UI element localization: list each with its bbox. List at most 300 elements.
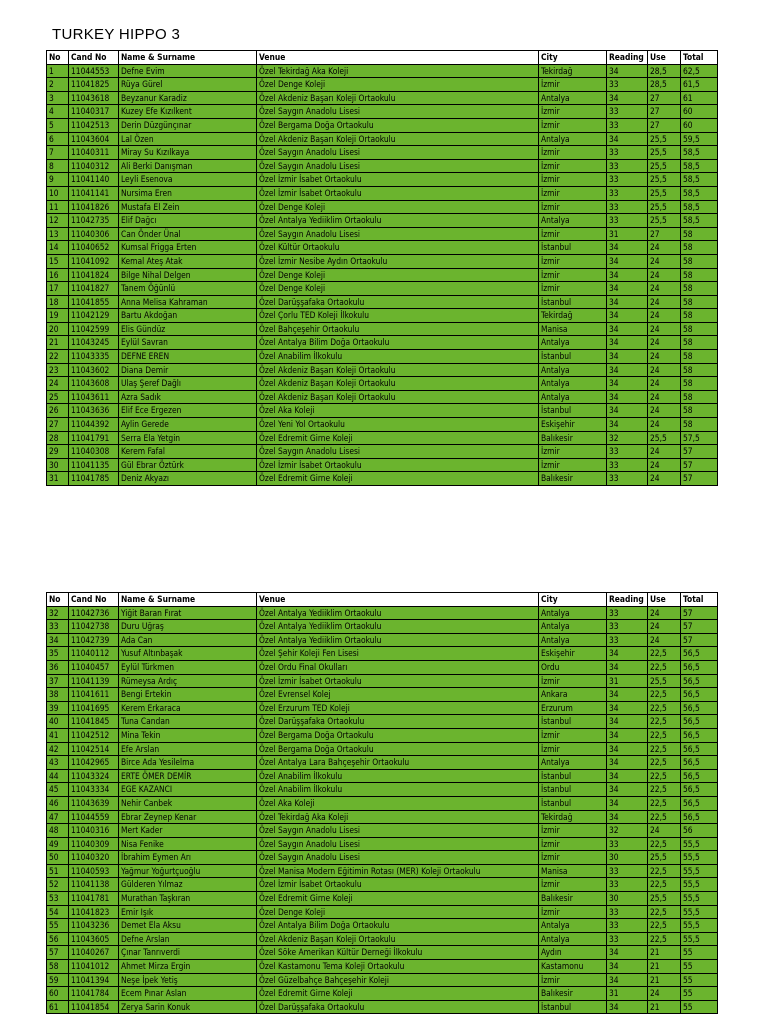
- cell-use: 22,5: [648, 905, 681, 919]
- cell-city: İzmir: [539, 458, 607, 472]
- cell-no: 32: [47, 606, 69, 620]
- table-row: [47, 878, 718, 892]
- header-use: Use: [648, 51, 681, 65]
- cell-venue: Özel Evrensel Kolej: [257, 688, 539, 702]
- cell-total: 55,5: [681, 892, 718, 906]
- cell-use: 24: [648, 987, 681, 1001]
- table-row: [47, 241, 718, 255]
- cell-cand-no: 11040112: [69, 647, 119, 661]
- cell-total: 56,5: [681, 715, 718, 729]
- cell-reading: 34: [607, 701, 648, 715]
- cell-no: 25: [47, 390, 69, 404]
- table-row: [47, 78, 718, 92]
- cell-city: İstanbul: [539, 1000, 607, 1014]
- cell-no: 58: [47, 960, 69, 974]
- table-row: [47, 254, 718, 268]
- cell-no: 54: [47, 905, 69, 919]
- cell-cand-no: 11042736: [69, 606, 119, 620]
- cell-name-surname: Kerem Fafal: [119, 445, 257, 459]
- cell-cand-no: 11042965: [69, 756, 119, 770]
- cell-name-surname: Mustafa El Zein: [119, 200, 257, 214]
- cell-no: 39: [47, 701, 69, 715]
- cell-no: 19: [47, 309, 69, 323]
- cell-total: 58: [681, 336, 718, 350]
- cell-city: İstanbul: [539, 404, 607, 418]
- cell-total: 58: [681, 309, 718, 323]
- cell-city: İzmir: [539, 824, 607, 838]
- cell-use: 24: [648, 620, 681, 634]
- cell-cand-no: 11043245: [69, 336, 119, 350]
- cell-reading: 33: [607, 118, 648, 132]
- cell-use: 21: [648, 946, 681, 960]
- cell-reading: 34: [607, 688, 648, 702]
- cell-total: 58,5: [681, 146, 718, 160]
- cell-use: 24: [648, 633, 681, 647]
- cell-venue: Özel Antalya Yediiklim Ortaokulu: [257, 620, 539, 634]
- header-no: No: [47, 593, 69, 607]
- cell-use: 24: [648, 404, 681, 418]
- cell-total: 58: [681, 363, 718, 377]
- table-row: [47, 960, 718, 974]
- cell-venue: Özel Saygın Anadolu Lisesi: [257, 837, 539, 851]
- cell-name-surname: Ulaş Şeref Dağlı: [119, 377, 257, 391]
- cell-venue: Özel İzmir İsabet Ortaokulu: [257, 186, 539, 200]
- cell-total: 56,5: [681, 660, 718, 674]
- cell-total: 58: [681, 268, 718, 282]
- cell-cand-no: 11041855: [69, 295, 119, 309]
- cell-city: Balıkesir: [539, 472, 607, 486]
- cell-no: 56: [47, 932, 69, 946]
- cell-no: 28: [47, 431, 69, 445]
- table-row: [47, 200, 718, 214]
- cell-name-surname: Mert Kader: [119, 824, 257, 838]
- cell-cand-no: 11040306: [69, 227, 119, 241]
- cell-cand-no: 11043334: [69, 783, 119, 797]
- cell-cand-no: 11041092: [69, 254, 119, 268]
- cell-use: 27: [648, 91, 681, 105]
- table-row: [47, 946, 718, 960]
- header-venue: Venue: [257, 51, 539, 65]
- table-row: [47, 118, 718, 132]
- table-row: [47, 919, 718, 933]
- cell-city: İzmir: [539, 159, 607, 173]
- cell-name-surname: Bartu Akdoğan: [119, 309, 257, 323]
- cell-use: 24: [648, 363, 681, 377]
- cell-city: İstanbul: [539, 241, 607, 255]
- cell-venue: Özel Bergama Doğa Ortaokulu: [257, 728, 539, 742]
- cell-use: 22,5: [648, 688, 681, 702]
- cell-venue: Özel İzmir İsabet Ortaokulu: [257, 458, 539, 472]
- cell-venue: Özel Güzelbahçe Bahçeşehir Koleji: [257, 973, 539, 987]
- cell-cand-no: 11041138: [69, 878, 119, 892]
- cell-venue: Özel Tekirdağ Aka Koleji: [257, 64, 539, 78]
- cell-use: 24: [648, 377, 681, 391]
- cell-city: Antalya: [539, 377, 607, 391]
- cell-no: 46: [47, 796, 69, 810]
- cell-total: 56,5: [681, 728, 718, 742]
- cell-venue: Özel Saygın Anadolu Lisesi: [257, 851, 539, 865]
- cell-total: 56,5: [681, 783, 718, 797]
- cell-venue: Özel Söke Amerikan Kültür Derneği İlkokulu: [257, 946, 539, 960]
- cell-city: İzmir: [539, 173, 607, 187]
- cell-no: 5: [47, 118, 69, 132]
- cell-total: 57,5: [681, 431, 718, 445]
- cell-venue: Özel Anabilim İlkokulu: [257, 783, 539, 797]
- cell-city: İzmir: [539, 973, 607, 987]
- cell-reading: 34: [607, 715, 648, 729]
- table-row: [47, 864, 718, 878]
- cell-use: 24: [648, 824, 681, 838]
- cell-use: 22,5: [648, 932, 681, 946]
- cell-venue: Özel Kültür Ortaokulu: [257, 241, 539, 255]
- cell-total: 58: [681, 322, 718, 336]
- cell-city: Eskişehir: [539, 418, 607, 432]
- cell-name-surname: Ali Berki Danışman: [119, 159, 257, 173]
- cell-name-surname: Çınar Tanrıverdi: [119, 946, 257, 960]
- cell-venue: Özel Çorlu TED Koleji İlkokulu: [257, 309, 539, 323]
- table-body: [47, 64, 718, 485]
- cell-no: 26: [47, 404, 69, 418]
- cell-use: 22,5: [648, 756, 681, 770]
- cell-city: İzmir: [539, 851, 607, 865]
- cell-city: İzmir: [539, 146, 607, 160]
- cell-no: 12: [47, 214, 69, 228]
- cell-city: İzmir: [539, 268, 607, 282]
- cell-use: 22,5: [648, 660, 681, 674]
- cell-venue: Özel İzmir İsabet Ortaokulu: [257, 878, 539, 892]
- cell-name-surname: Nehir Canbek: [119, 796, 257, 810]
- cell-reading: 33: [607, 78, 648, 92]
- cell-total: 58: [681, 350, 718, 364]
- cell-venue: Özel Saygın Anadolu Lisesi: [257, 159, 539, 173]
- cell-total: 58: [681, 241, 718, 255]
- cell-total: 56,5: [681, 742, 718, 756]
- cell-use: 24: [648, 336, 681, 350]
- cell-city: Antalya: [539, 919, 607, 933]
- table-row: [47, 633, 718, 647]
- cell-venue: Özel Saygın Anadolu Lisesi: [257, 227, 539, 241]
- cell-reading: 33: [607, 620, 648, 634]
- cell-reading: 34: [607, 377, 648, 391]
- cell-venue: Özel Darüşşafaka Ortaokulu: [257, 715, 539, 729]
- cell-reading: 31: [607, 674, 648, 688]
- table-row: [47, 159, 718, 173]
- cell-reading: 34: [607, 647, 648, 661]
- cell-reading: 31: [607, 987, 648, 1001]
- cell-cand-no: 11040320: [69, 851, 119, 865]
- table-row: [47, 186, 718, 200]
- cell-venue: Özel Darüşşafaka Ortaokulu: [257, 1000, 539, 1014]
- cell-reading: 34: [607, 64, 648, 78]
- cell-use: 22,5: [648, 742, 681, 756]
- cell-cand-no: 11043611: [69, 390, 119, 404]
- table-header-row: [47, 51, 718, 65]
- cell-city: İstanbul: [539, 769, 607, 783]
- cell-reading: 33: [607, 200, 648, 214]
- header-cand-no: Cand No: [69, 593, 119, 607]
- cell-reading: 34: [607, 810, 648, 824]
- cell-no: 2: [47, 78, 69, 92]
- cell-total: 57: [681, 458, 718, 472]
- cell-total: 61,5: [681, 78, 718, 92]
- cell-use: 25,5: [648, 851, 681, 865]
- header-name-surname: Name & Surname: [119, 51, 257, 65]
- cell-use: 25,5: [648, 431, 681, 445]
- cell-name-surname: Mina Tekin: [119, 728, 257, 742]
- table-row: [47, 64, 718, 78]
- table-body: [47, 606, 718, 1014]
- cell-venue: Özel İzmir İsabet Ortaokulu: [257, 674, 539, 688]
- cell-reading: 33: [607, 919, 648, 933]
- cell-use: 22,5: [648, 715, 681, 729]
- cell-total: 56,5: [681, 647, 718, 661]
- cell-reading: 34: [607, 363, 648, 377]
- cell-no: 38: [47, 688, 69, 702]
- cell-name-surname: Miray Su Kızılkaya: [119, 146, 257, 160]
- cell-no: 13: [47, 227, 69, 241]
- cell-name-surname: Tuna Candan: [119, 715, 257, 729]
- cell-venue: Özel Denge Koleji: [257, 78, 539, 92]
- cell-use: 24: [648, 309, 681, 323]
- cell-venue: Özel Denge Koleji: [257, 200, 539, 214]
- cell-cand-no: 11041827: [69, 282, 119, 296]
- cell-name-surname: Can Önder Ünal: [119, 227, 257, 241]
- cell-name-surname: Murathan Taşkıran: [119, 892, 257, 906]
- cell-venue: Özel Denge Koleji: [257, 268, 539, 282]
- cell-name-surname: Leyli Esenova: [119, 173, 257, 187]
- cell-reading: 33: [607, 214, 648, 228]
- cell-venue: Özel Saygın Anadolu Lisesi: [257, 146, 539, 160]
- table-row: [47, 987, 718, 1001]
- cell-venue: Özel Aka Koleji: [257, 796, 539, 810]
- cell-use: 24: [648, 322, 681, 336]
- cell-total: 58: [681, 418, 718, 432]
- table-row: [47, 404, 718, 418]
- header-reading: Reading: [607, 593, 648, 607]
- cell-venue: Özel Akdeniz Başarı Koleji Ortaokulu: [257, 363, 539, 377]
- table-header-row: [47, 593, 718, 607]
- cell-no: 7: [47, 146, 69, 160]
- cell-name-surname: Yağmur Yoğurtçuoğlu: [119, 864, 257, 878]
- table-row: [47, 701, 718, 715]
- table-row: [47, 837, 718, 851]
- cell-no: 31: [47, 472, 69, 486]
- cell-reading: 34: [607, 418, 648, 432]
- cell-total: 56,5: [681, 796, 718, 810]
- cell-venue: Özel Kastamonu Tema Koleji Ortaokulu: [257, 960, 539, 974]
- cell-reading: 30: [607, 892, 648, 906]
- cell-venue: Özel Antalya Lara Bahçeşehir Ortaokulu: [257, 756, 539, 770]
- cell-no: 17: [47, 282, 69, 296]
- cell-cand-no: 11041825: [69, 78, 119, 92]
- table-row: [47, 91, 718, 105]
- cell-name-surname: Elif Dağcı: [119, 214, 257, 228]
- cell-no: 35: [47, 647, 69, 661]
- cell-venue: Özel Darüşşafaka Ortaokulu: [257, 295, 539, 309]
- results-table-2: [46, 592, 718, 1014]
- cell-city: Tekirdağ: [539, 309, 607, 323]
- cell-cand-no: 11041012: [69, 960, 119, 974]
- cell-name-surname: Eylül Savran: [119, 336, 257, 350]
- cell-city: Tekirdağ: [539, 64, 607, 78]
- cell-total: 56: [681, 824, 718, 838]
- cell-use: 24: [648, 390, 681, 404]
- table-row: [47, 377, 718, 391]
- cell-cand-no: 11040317: [69, 105, 119, 119]
- cell-reading: 31: [607, 227, 648, 241]
- table-row: [47, 606, 718, 620]
- cell-reading: 34: [607, 973, 648, 987]
- table-row: [47, 715, 718, 729]
- cell-total: 56,5: [681, 810, 718, 824]
- cell-no: 1: [47, 64, 69, 78]
- cell-reading: 33: [607, 606, 648, 620]
- cell-reading: 34: [607, 132, 648, 146]
- cell-venue: Özel Edremit Girne Koleji: [257, 892, 539, 906]
- cell-no: 61: [47, 1000, 69, 1014]
- cell-city: Antalya: [539, 390, 607, 404]
- cell-city: İzmir: [539, 742, 607, 756]
- cell-venue: Özel Denge Koleji: [257, 282, 539, 296]
- cell-reading: 30: [607, 851, 648, 865]
- cell-no: 51: [47, 864, 69, 878]
- cell-reading: 34: [607, 322, 648, 336]
- cell-reading: 34: [607, 796, 648, 810]
- cell-reading: 32: [607, 431, 648, 445]
- table-row: [47, 214, 718, 228]
- cell-reading: 33: [607, 105, 648, 119]
- cell-no: 10: [47, 186, 69, 200]
- cell-total: 55: [681, 987, 718, 1001]
- cell-no: 6: [47, 132, 69, 146]
- cell-no: 55: [47, 919, 69, 933]
- cell-reading: 34: [607, 1000, 648, 1014]
- cell-venue: Özel Bahçeşehir Ortaokulu: [257, 322, 539, 336]
- cell-total: 58: [681, 295, 718, 309]
- cell-reading: 33: [607, 173, 648, 187]
- cell-use: 25,5: [648, 214, 681, 228]
- cell-cand-no: 11043618: [69, 91, 119, 105]
- cell-reading: 34: [607, 660, 648, 674]
- cell-name-surname: Ahmet Mirza Ergin: [119, 960, 257, 974]
- table-row: [47, 146, 718, 160]
- cell-venue: Özel Manisa Modern Eğitimin Rotası (MER) Koleji Ortaokulu: [257, 864, 539, 878]
- cell-cand-no: 11041784: [69, 987, 119, 1001]
- table-row: [47, 472, 718, 486]
- cell-total: 58: [681, 254, 718, 268]
- cell-city: Antalya: [539, 620, 607, 634]
- cell-total: 57: [681, 633, 718, 647]
- cell-no: 21: [47, 336, 69, 350]
- cell-name-surname: Tanem Öğünlü: [119, 282, 257, 296]
- cell-name-surname: Gül Ebrar Öztürk: [119, 458, 257, 472]
- cell-name-surname: Ebrar Zeynep Kenar: [119, 810, 257, 824]
- header-no: No: [47, 51, 69, 65]
- cell-no: 16: [47, 268, 69, 282]
- cell-cand-no: 11044553: [69, 64, 119, 78]
- cell-no: 8: [47, 159, 69, 173]
- table-row: [47, 105, 718, 119]
- cell-reading: 34: [607, 309, 648, 323]
- cell-no: 41: [47, 728, 69, 742]
- table-row: [47, 647, 718, 661]
- cell-no: 4: [47, 105, 69, 119]
- cell-city: İzmir: [539, 200, 607, 214]
- table-row: [47, 674, 718, 688]
- cell-city: Eskişehir: [539, 647, 607, 661]
- cell-use: 24: [648, 268, 681, 282]
- cell-no: 34: [47, 633, 69, 647]
- cell-cand-no: 11041135: [69, 458, 119, 472]
- cell-name-surname: Kuzey Efe Kızılkent: [119, 105, 257, 119]
- table-row: [47, 688, 718, 702]
- cell-cand-no: 11043236: [69, 919, 119, 933]
- cell-total: 60: [681, 105, 718, 119]
- cell-cand-no: 11041141: [69, 186, 119, 200]
- table-row: [47, 295, 718, 309]
- cell-venue: Özel Akdeniz Başarı Koleji Ortaokulu: [257, 390, 539, 404]
- cell-no: 30: [47, 458, 69, 472]
- table-row: [47, 363, 718, 377]
- cell-no: 15: [47, 254, 69, 268]
- cell-use: 22,5: [648, 878, 681, 892]
- cell-reading: 33: [607, 146, 648, 160]
- cell-name-surname: Kemal Ateş Atak: [119, 254, 257, 268]
- cell-total: 58,5: [681, 200, 718, 214]
- cell-city: İzmir: [539, 105, 607, 119]
- cell-city: Antalya: [539, 756, 607, 770]
- cell-name-surname: Deniz Akyazı: [119, 472, 257, 486]
- cell-no: 14: [47, 241, 69, 255]
- cell-total: 58,5: [681, 214, 718, 228]
- cell-use: 27: [648, 105, 681, 119]
- cell-no: 42: [47, 742, 69, 756]
- cell-venue: Özel İzmir İsabet Ortaokulu: [257, 173, 539, 187]
- cell-city: Balıkesir: [539, 987, 607, 1001]
- cell-name-surname: Lal Özen: [119, 132, 257, 146]
- cell-use: 25,5: [648, 146, 681, 160]
- header-city: City: [539, 51, 607, 65]
- cell-use: 24: [648, 606, 681, 620]
- cell-venue: Özel Saygın Anadolu Lisesi: [257, 824, 539, 838]
- cell-cand-no: 11043335: [69, 350, 119, 364]
- cell-city: Antalya: [539, 606, 607, 620]
- cell-no: 49: [47, 837, 69, 851]
- cell-total: 58: [681, 404, 718, 418]
- cell-name-surname: Defne Arslan: [119, 932, 257, 946]
- cell-reading: 33: [607, 159, 648, 173]
- table-row: [47, 309, 718, 323]
- cell-no: 37: [47, 674, 69, 688]
- cell-total: 58: [681, 377, 718, 391]
- cell-cand-no: 11043636: [69, 404, 119, 418]
- cell-no: 33: [47, 620, 69, 634]
- cell-no: 60: [47, 987, 69, 1001]
- cell-cand-no: 11043602: [69, 363, 119, 377]
- cell-use: 22,5: [648, 769, 681, 783]
- cell-venue: Özel Antalya Bilim Doğa Ortaokulu: [257, 919, 539, 933]
- cell-name-surname: DEFNE EREN: [119, 350, 257, 364]
- table-row: [47, 796, 718, 810]
- cell-reading: 34: [607, 742, 648, 756]
- table-row: [47, 620, 718, 634]
- cell-name-surname: Diana Demir: [119, 363, 257, 377]
- cell-total: 55,5: [681, 837, 718, 851]
- cell-city: Balıkesir: [539, 431, 607, 445]
- cell-total: 60: [681, 118, 718, 132]
- cell-total: 55,5: [681, 919, 718, 933]
- cell-venue: Özel Antalya Yediiklim Ortaokulu: [257, 633, 539, 647]
